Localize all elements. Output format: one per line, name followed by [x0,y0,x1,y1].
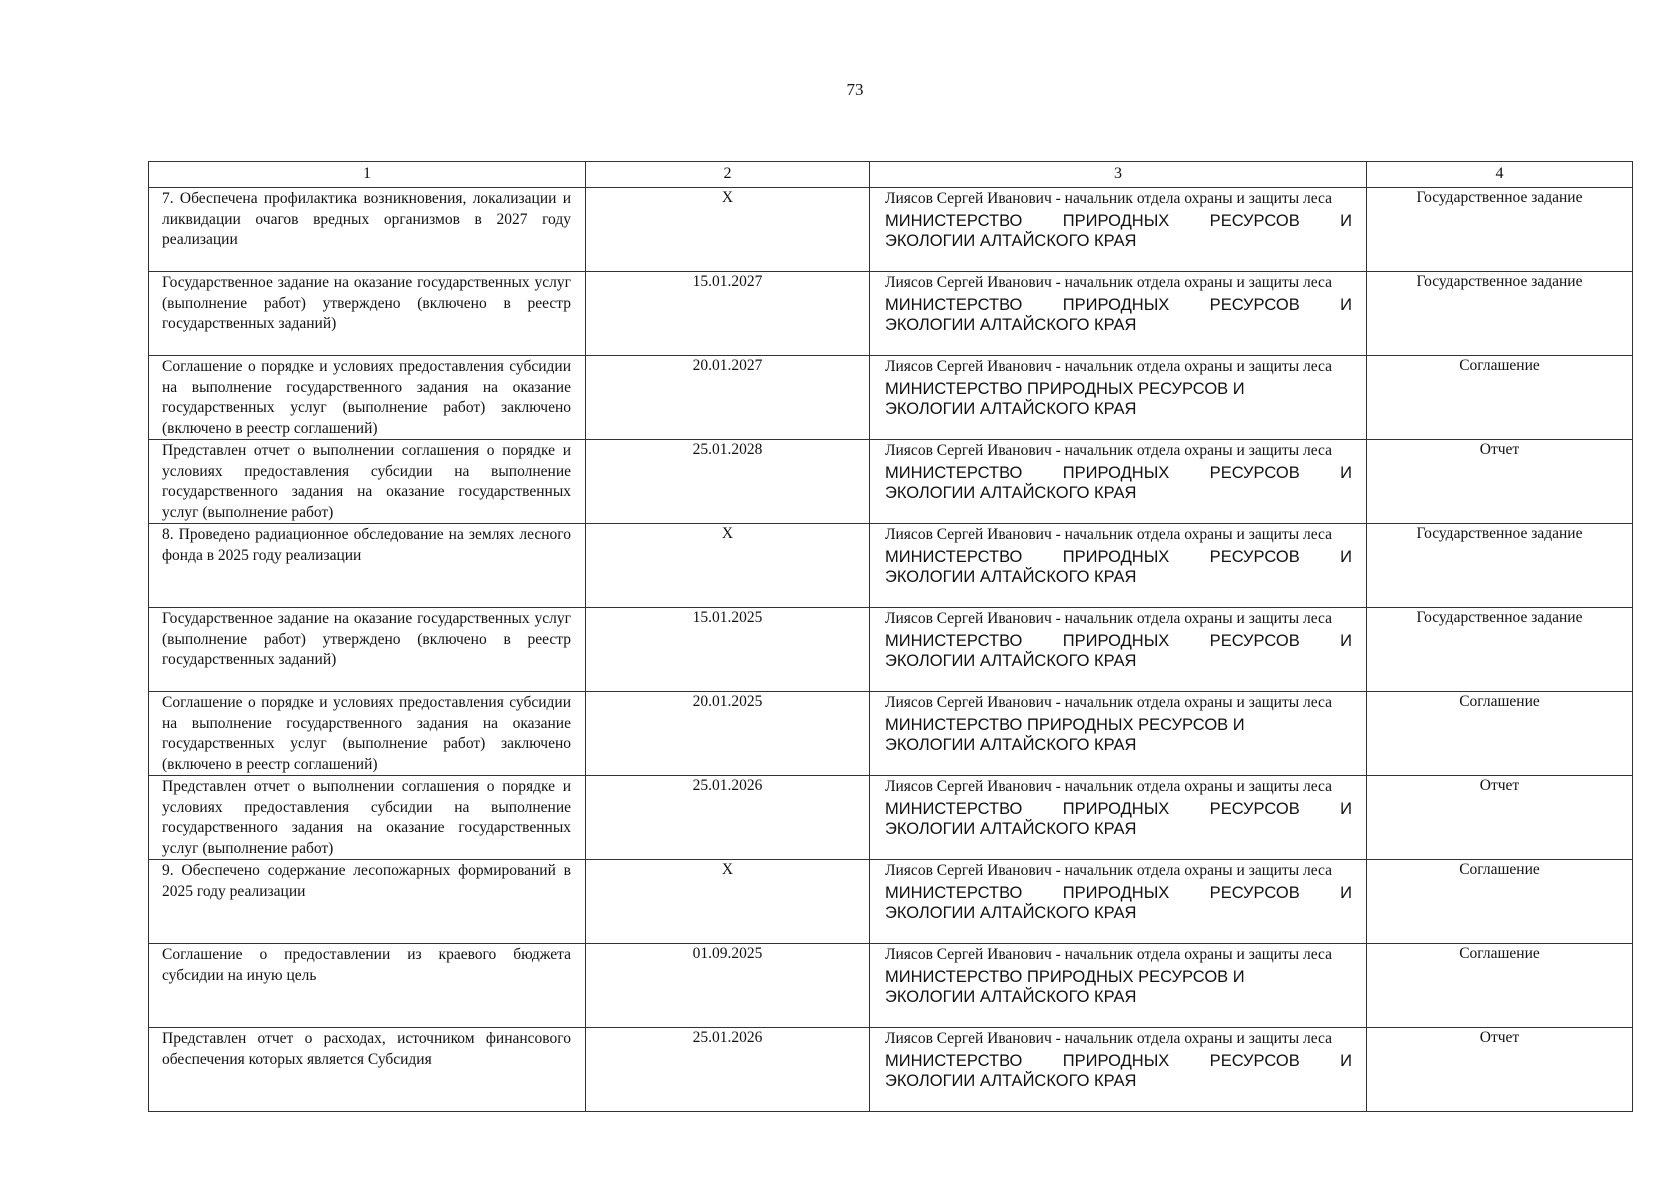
table-row [149,188,1633,272]
responsible-cell [870,356,1367,440]
responsible-cell [870,692,1367,776]
responsible-cell [870,1028,1367,1112]
column-header-2: 2 [586,162,870,188]
document-type: Государственное задание [1367,272,1633,356]
responsible-person: Лиясов Сергей Иванович - начальник отдела охраны и защиты леса [885,862,1332,879]
page-number: 73 [846,80,864,99]
organization-line-2: ЭКОЛОГИИ АЛТАЙСКОГО КРАЯ [885,315,1137,334]
organization-line-1: МИНИСТЕРСТВО ПРИРОДНЫХ РЕСУРСОВ И [885,883,1352,902]
organization-line-1: МИНИСТЕРСТВО ПРИРОДНЫХ РЕСУРСОВ И [885,547,1352,566]
event-description: Соглашение о порядке и условиях предоставления субсидии на выполнение государственного задания на оказание государственных услуг (выполнение работ) заключено (включено в реестр соглашений) [149,692,586,776]
table-row [149,1028,1633,1112]
event-date: 01.09.2025 [586,944,870,1028]
organization-line-1: МИНИСТЕРСТВО ПРИРОДНЫХ РЕСУРСОВ И [885,211,1352,230]
organization-line-2: ЭКОЛОГИИ АЛТАЙСКОГО КРАЯ [885,735,1137,754]
plan-table [148,161,1633,1112]
organization-line-2: ЭКОЛОГИИ АЛТАЙСКОГО КРАЯ [885,903,1137,922]
responsible-organization [885,715,1352,755]
responsible-cell [870,608,1367,692]
table-row [149,608,1633,692]
column-header-1: 1 [149,162,586,188]
organization-line-1: МИНИСТЕРСТВО ПРИРОДНЫХ РЕСУРСОВ И [885,295,1352,314]
responsible-person: Лиясов Сергей Иванович - начальник отдела охраны и защиты леса [885,1030,1332,1047]
event-description: 9. Обеспечено содержание лесопожарных формирований в 2025 году реализации [149,860,586,944]
document-type: Соглашение [1367,692,1633,776]
responsible-person: Лиясов Сергей Иванович - начальник отдела охраны и защиты леса [885,610,1332,627]
responsible-organization [885,379,1352,419]
event-date: 15.01.2027 [586,272,870,356]
event-date: X [586,188,870,272]
column-header-3: 3 [870,162,1367,188]
document-type: Соглашение [1367,356,1633,440]
organization-line-2: ЭКОЛОГИИ АЛТАЙСКОГО КРАЯ [885,651,1137,670]
responsible-cell [870,272,1367,356]
responsible-person: Лиясов Сергей Иванович - начальник отдела охраны и защиты леса [885,442,1332,459]
responsible-cell [870,860,1367,944]
organization-line-2: ЭКОЛОГИИ АЛТАЙСКОГО КРАЯ [885,231,1137,250]
column-header-4: 4 [1367,162,1633,188]
event-date: 25.01.2026 [586,1028,870,1112]
document-type: Отчет [1367,776,1633,860]
table-row [149,440,1633,524]
table-row [149,692,1633,776]
responsible-cell [870,944,1367,1028]
event-description: Представлен отчет о выполнении соглашения о порядке и условиях предоставления субсидии на выполнение государственного задания на оказание государственных услуг (выполнение работ) [149,776,586,860]
responsible-organization [885,211,1352,251]
document-type: Государственное задание [1367,524,1633,608]
organization-line-2: ЭКОЛОГИИ АЛТАЙСКОГО КРАЯ [885,567,1137,586]
table-row [149,356,1633,440]
organization-line-1: МИНИСТЕРСТВО ПРИРОДНЫХ РЕСУРСОВ И [885,967,1245,986]
responsible-person: Лиясов Сергей Иванович - начальник отдела охраны и защиты леса [885,526,1332,543]
event-date: 25.01.2026 [586,776,870,860]
document-type: Соглашение [1367,944,1633,1028]
event-date: 25.01.2028 [586,440,870,524]
organization-line-1: МИНИСТЕРСТВО ПРИРОДНЫХ РЕСУРСОВ И [885,799,1352,818]
responsible-cell [870,776,1367,860]
responsible-person: Лиясов Сергей Иванович - начальник отдела охраны и защиты леса [885,358,1332,375]
event-description: Соглашение о предоставлении из краевого бюджета субсидии на иную цель [149,944,586,1028]
event-description: Представлен отчет о выполнении соглашения о порядке и условиях предоставления субсидии на выполнение государственного задания на оказание государственных услуг (выполнение работ) [149,440,586,524]
responsible-organization [885,883,1352,923]
responsible-organization [885,631,1352,671]
organization-line-1: МИНИСТЕРСТВО ПРИРОДНЫХ РЕСУРСОВ И [885,715,1245,734]
event-date: 15.01.2025 [586,608,870,692]
responsible-cell [870,188,1367,272]
table-row [149,272,1633,356]
event-date: 20.01.2025 [586,692,870,776]
event-description: 7. Обеспечена профилактика возникновения, локализации и ликвидации очагов вредных организмов в 2027 году реализации [149,188,586,272]
document-type: Отчет [1367,1028,1633,1112]
organization-line-1: МИНИСТЕРСТВО ПРИРОДНЫХ РЕСУРСОВ И [885,1051,1352,1070]
table-row [149,524,1633,608]
responsible-organization [885,547,1352,587]
event-date: 20.01.2027 [586,356,870,440]
responsible-person: Лиясов Сергей Иванович - начальник отдела охраны и защиты леса [885,274,1332,291]
responsible-cell [870,440,1367,524]
organization-line-2: ЭКОЛОГИИ АЛТАЙСКОГО КРАЯ [885,819,1137,838]
responsible-person: Лиясов Сергей Иванович - начальник отдела охраны и защиты леса [885,190,1332,207]
event-description: 8. Проведено радиационное обследование на землях лесного фонда в 2025 году реализации [149,524,586,608]
organization-line-1: МИНИСТЕРСТВО ПРИРОДНЫХ РЕСУРСОВ И [885,463,1352,482]
responsible-organization [885,295,1352,335]
responsible-cell [870,524,1367,608]
event-date: X [586,524,870,608]
responsible-organization [885,967,1352,1007]
document-type: Соглашение [1367,860,1633,944]
organization-line-2: ЭКОЛОГИИ АЛТАЙСКОГО КРАЯ [885,483,1137,502]
organization-line-2: ЭКОЛОГИИ АЛТАЙСКОГО КРАЯ [885,987,1137,1006]
responsible-person: Лиясов Сергей Иванович - начальник отдела охраны и защиты леса [885,694,1332,711]
organization-line-1: МИНИСТЕРСТВО ПРИРОДНЫХ РЕСУРСОВ И [885,631,1352,650]
event-date: X [586,860,870,944]
responsible-organization [885,1051,1352,1091]
header-row [149,162,1633,188]
responsible-organization [885,799,1352,839]
table-row [149,860,1633,944]
document-type: Отчет [1367,440,1633,524]
responsible-organization [885,463,1352,503]
table-row [149,944,1633,1028]
organization-line-1: МИНИСТЕРСТВО ПРИРОДНЫХ РЕСУРСОВ И [885,379,1245,398]
document-type: Государственное задание [1367,188,1633,272]
table-row [149,776,1633,860]
organization-line-2: ЭКОЛОГИИ АЛТАЙСКОГО КРАЯ [885,1071,1137,1090]
document-type: Государственное задание [1367,608,1633,692]
event-description: Государственное задание на оказание государственных услуг (выполнение работ) утверждено (включено в реестр государственных заданий) [149,272,586,356]
organization-line-2: ЭКОЛОГИИ АЛТАЙСКОГО КРАЯ [885,399,1137,418]
event-description: Государственное задание на оказание государственных услуг (выполнение работ) утверждено (включено в реестр государственных заданий) [149,608,586,692]
responsible-person: Лиясов Сергей Иванович - начальник отдела охраны и защиты леса [885,946,1332,963]
event-description: Соглашение о порядке и условиях предоставления субсидии на выполнение государственного задания на оказание государственных услуг (выполнение работ) заключено (включено в реестр соглашений) [149,356,586,440]
responsible-person: Лиясов Сергей Иванович - начальник отдела охраны и защиты леса [885,778,1332,795]
event-description: Представлен отчет о расходах, источником финансового обеспечения которых является Субсидия [149,1028,586,1112]
